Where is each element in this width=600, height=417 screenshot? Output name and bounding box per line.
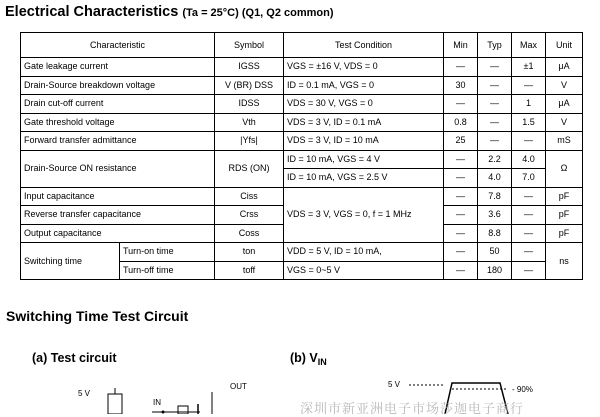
row-unit: Ω (546, 150, 583, 187)
row-min: 30 (444, 76, 478, 95)
header-characteristic: Characteristic (21, 33, 215, 58)
row-condition: VDS = 3 V, ID = 0.1 mA (284, 113, 444, 132)
row-max: ±1 (512, 58, 546, 77)
header-unit: Unit (546, 33, 583, 58)
row-characteristic: Output capacitance (21, 224, 215, 243)
row-min: — (444, 95, 478, 114)
row-typ: 7.8 (478, 187, 512, 206)
row-typ: — (478, 132, 512, 151)
subsection-title-test-circuit: (a) Test circuit (32, 351, 117, 365)
row-max: — (512, 224, 546, 243)
row-min: — (444, 58, 478, 77)
row-condition: ID = 10 mA, VGS = 2.5 V (284, 169, 444, 188)
table-row (21, 113, 583, 132)
row-unit: μA (546, 95, 583, 114)
row-symbol: IDSS (215, 95, 284, 114)
row-unit: ns (546, 243, 583, 280)
row-min: — (444, 243, 478, 262)
row-min: — (444, 206, 478, 225)
label-5v-right: 5 V (388, 380, 401, 389)
resistor-symbol (108, 394, 122, 414)
row-max: — (512, 261, 546, 280)
row-max: 4.0 (512, 150, 546, 169)
row-max: 7.0 (512, 169, 546, 188)
row-typ: — (478, 95, 512, 114)
row-typ: 180 (478, 261, 512, 280)
subsection-title-vin: (b) $V_{IN}$ (290, 351, 327, 367)
row-characteristic: Forward transfer admittance (21, 132, 215, 151)
table-row (21, 187, 583, 206)
table-row (21, 76, 583, 95)
row-min: — (444, 169, 478, 188)
row-max: — (512, 76, 546, 95)
table-row (21, 243, 583, 262)
row-subcharacteristic: Turn-on time (120, 243, 215, 262)
row-symbol: Crss (215, 206, 284, 225)
row-characteristic: Reverse transfer capacitance (21, 206, 215, 225)
label-in: IN (153, 398, 161, 407)
row-unit: pF (546, 206, 583, 225)
row-min: — (444, 187, 478, 206)
row-symbol: Vth (215, 113, 284, 132)
row-symbol: V (BR) DSS (215, 76, 284, 95)
row-typ: 3.6 (478, 206, 512, 225)
row-unit: mS (546, 132, 583, 151)
transistor-symbol (178, 406, 188, 414)
row-condition: ID = 0.1 mA, VGS = 0 (284, 76, 444, 95)
row-condition: VGS = 0~5 V (284, 261, 444, 280)
row-characteristic: Drain cut-off current (21, 95, 215, 114)
row-typ: 50 (478, 243, 512, 262)
row-symbol: toff (215, 261, 284, 280)
row-unit: V (546, 76, 583, 95)
row-characteristic: Gate leakage current (21, 58, 215, 77)
row-min: 25 (444, 132, 478, 151)
row-condition: VDD = 5 V, ID = 10 mA, (284, 243, 444, 262)
watermark: 深圳市新亚洲电子市场莎迦电子商行 (300, 401, 525, 416)
row-max: 1.5 (512, 113, 546, 132)
header-symbol: Symbol (215, 33, 284, 58)
table-row (21, 58, 583, 77)
row-symbol: Ciss (215, 187, 284, 206)
row-condition: VDS = 3 V, VGS = 0, f = 1 MHz (284, 187, 444, 243)
electrical-characteristics-table (20, 32, 583, 280)
row-unit: V (546, 113, 583, 132)
row-condition: ID = 10 mA, VGS = 4 V (284, 150, 444, 169)
row-symbol: RDS (ON) (215, 150, 284, 187)
row-symbol: IGSS (215, 58, 284, 77)
table-row (21, 95, 583, 114)
row-typ: 2.2 (478, 150, 512, 169)
header-max: Max (512, 33, 546, 58)
row-symbol: ton (215, 243, 284, 262)
header-min: Min (444, 33, 478, 58)
section-title: Switching Time Test Circuit (6, 308, 189, 324)
row-typ: — (478, 113, 512, 132)
row-symbol: Coss (215, 224, 284, 243)
table-header-row (21, 33, 583, 58)
row-characteristic: Input capacitance (21, 187, 215, 206)
table-row (21, 132, 583, 151)
row-condition: VGS = ±16 V, VDS = 0 (284, 58, 444, 77)
row-characteristic: Switching time (21, 243, 120, 280)
row-unit: μA (546, 58, 583, 77)
row-characteristic: Drain-Source ON resistance (21, 150, 215, 187)
row-typ: — (478, 76, 512, 95)
row-max: — (512, 187, 546, 206)
label-out: OUT (230, 382, 247, 391)
row-unit: pF (546, 224, 583, 243)
row-characteristic: Drain-Source breakdown voltage (21, 76, 215, 95)
node-dot (162, 411, 165, 414)
row-typ: — (478, 58, 512, 77)
row-characteristic: Gate threshold voltage (21, 113, 215, 132)
row-max: 1 (512, 95, 546, 114)
row-subcharacteristic: Turn-off time (120, 261, 215, 280)
table-row (21, 150, 583, 169)
row-min: — (444, 261, 478, 280)
row-max: — (512, 243, 546, 262)
row-max: — (512, 132, 546, 151)
row-condition: VDS = 3 V, ID = 10 mA (284, 132, 444, 151)
row-typ: 8.8 (478, 224, 512, 243)
label-90-percent: - 90% (512, 385, 533, 394)
page-title: Electrical Characteristics (Ta = 25°C) (Q1, Q2 common) (5, 4, 334, 20)
row-min: — (444, 224, 478, 243)
header-test-condition: Test Condition (284, 33, 444, 58)
row-typ: 4.0 (478, 169, 512, 188)
row-unit: pF (546, 187, 583, 206)
row-condition: VDS = 30 V, VGS = 0 (284, 95, 444, 114)
row-max: — (512, 206, 546, 225)
row-min: — (444, 150, 478, 169)
header-typ: Typ (478, 33, 512, 58)
row-min: 0.8 (444, 113, 478, 132)
row-symbol: |Yfs| (215, 132, 284, 151)
label-5v-left: 5 V (78, 389, 91, 398)
